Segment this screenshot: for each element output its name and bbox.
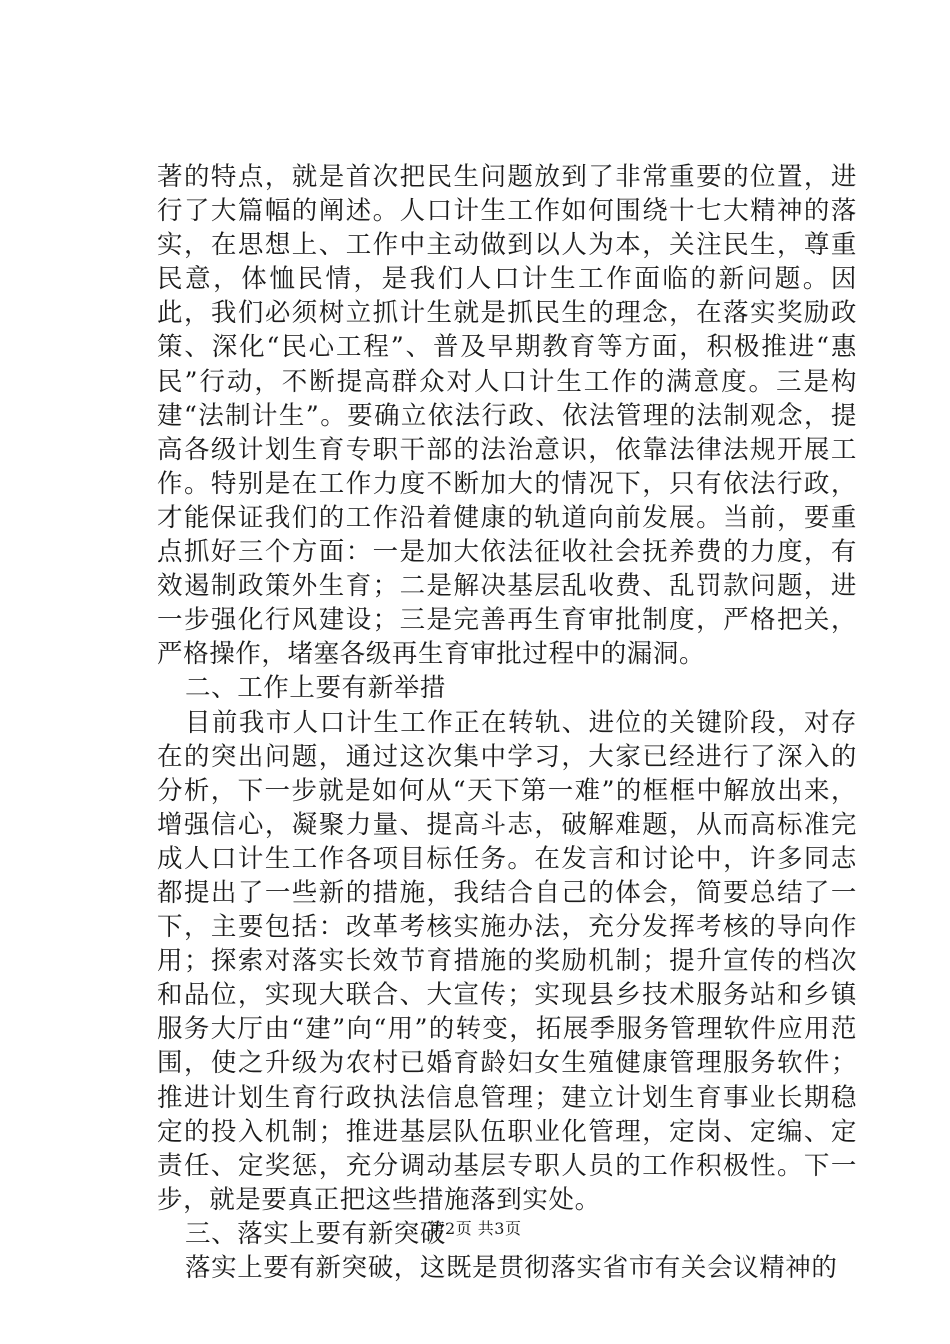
section-heading-3: 三、落实上要有新突破 [185, 1218, 447, 1249]
document-body [157, 160, 857, 1285]
paragraph-section-3: 落实上要有新突破，这既是贯彻落实省市有关会议精神的 [185, 1253, 838, 1283]
page-footer: 第2页 共3页 [428, 1219, 522, 1238]
paragraph-continued: 著的特点，就是首次把民生问题放到了非常重要的位置，进行了大篇幅的阐述。人口计生工作如何围绕十七大精神的落实，在思想上、工作中主动做到以人为本，关注民生，尊重民意，体恤民情，是我们人口计生工作面临的新问题。因此，我们必须树立抓计生就是抓民生的理念，在落实奖励政策、深化“民心工程”、普及早期教育等方面，积极推进“惠民”行动，不断提高群众对人口计生工作的满意度。三是构建“法制计生”。要确立依法行政、依法管理的法制观念，提高各级计划生育专职干部的法治意识，依靠法律法规开展工作。特别是在工作力度不断加大的情况下，只有依法行政，才能保证我们的工作沿着健康的轨道向前发展。当前，要重点抓好三个方面：一是加大依法征收社会抚养费的力度，有效遏制政策外生育；二是解决基层乱收费、乱罚款问题，进一步强化行风建设；三是完善再生育审批制度，严格把关，严格操作，堵塞各级再生育审批过程中的漏洞。 [157, 162, 857, 670]
paragraph-section-2: 目前我市人口计生工作正在转轨、进位的关键阶段，对存在的突出问题，通过这次集中学习，大家已经进行了深入的分析，下一步就是如何从“天下第一难”的框框中解放出来，增强信心，凝聚力量、提高斗志，破解难题，从而高标准完成人口计生工作各项目标任务。在发言和讨论中，许多同志都提出了一些新的措施，我结合自己的体会，简要总结了一下，主要包括：改革考核实施办法，充分发挥考核的导向作用；探索对落实长效节育措施的奖励机制；提升宣传的档次和品位，实现大联合、大宣传；实现县乡技术服务站和乡镇服务大厅由“建”向“用”的转变，拓展季服务管理软件应用范围，使之升级为农村已婚育龄妇女生殖健康管理服务软件；推进计划生育行政执法信息管理；建立计划生育事业长期稳定的投入机制；推进基层队伍职业化管理，定岗、定编、定责任、定奖惩，充分调动基层专职人员的工作积极性。下一步，就是要真正把这些措施落到实处。 [157, 707, 857, 1215]
section-heading-2: 二、工作上要有新举措 [185, 673, 447, 704]
